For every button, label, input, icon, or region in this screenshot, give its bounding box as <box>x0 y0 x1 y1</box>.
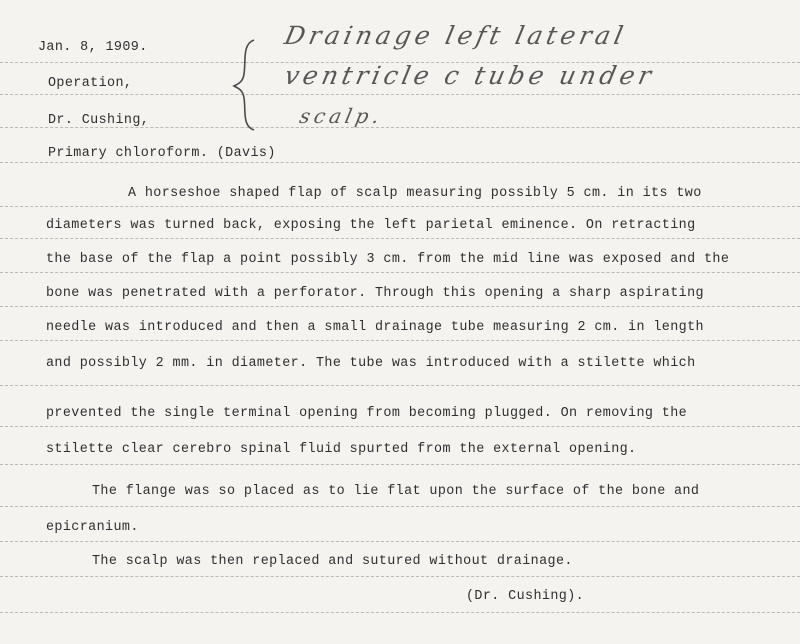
handwritten-note-line: ventricle c tube under <box>282 61 658 90</box>
body-line: stilette clear cerebro spinal fluid spurted from the external opening. <box>46 442 637 457</box>
handwritten-note-line: Drainage left lateral <box>282 21 630 50</box>
date-line: Jan. 8, 1909. <box>38 40 148 55</box>
body-line: The flange was so placed as to lie flat upon the surface of the bone and <box>92 484 700 499</box>
body-line: the base of the flap a point possibly 3 cm. from the mid line was exposed and the <box>46 252 730 267</box>
brace-mark <box>232 38 258 132</box>
body-line: bone was penetrated with a perforator. Through this opening a sharp aspirating <box>46 286 704 301</box>
ruled-line <box>0 541 800 542</box>
ruled-line <box>0 306 800 307</box>
ruled-line <box>0 426 800 427</box>
handwritten-note-line: scalp. <box>297 104 386 128</box>
anesthesia-line: Primary chloroform. (Davis) <box>48 146 276 161</box>
body-line: A horseshoe shaped flap of scalp measuring possibly 5 cm. in its two <box>128 186 702 201</box>
body-line: diameters was turned back, exposing the left parietal eminence. On retracting <box>46 218 696 233</box>
operation-line: Operation, <box>48 76 133 91</box>
ruled-line <box>0 94 800 95</box>
ruled-line <box>0 162 800 163</box>
body-line: and possibly 2 mm. in diameter. The tube was introduced with a stilette which <box>46 356 696 371</box>
ruled-line <box>0 576 800 577</box>
ruled-line <box>0 612 800 613</box>
ruled-line <box>0 464 800 465</box>
surgeon-line: Dr. Cushing, <box>48 113 150 128</box>
body-line: The scalp was then replaced and sutured without drainage. <box>92 554 573 569</box>
ruled-line <box>0 340 800 341</box>
ruled-line <box>0 238 800 239</box>
ruled-line <box>0 206 800 207</box>
ruled-line <box>0 385 800 386</box>
body-line: prevented the single terminal opening from becoming plugged. On removing the <box>46 406 688 421</box>
ruled-line <box>0 506 800 507</box>
ruled-line <box>0 272 800 273</box>
body-line: needle was introduced and then a small drainage tube measuring 2 cm. in length <box>46 320 704 335</box>
body-line: epicranium. <box>46 520 139 535</box>
signature-line: (Dr. Cushing). <box>466 589 585 604</box>
